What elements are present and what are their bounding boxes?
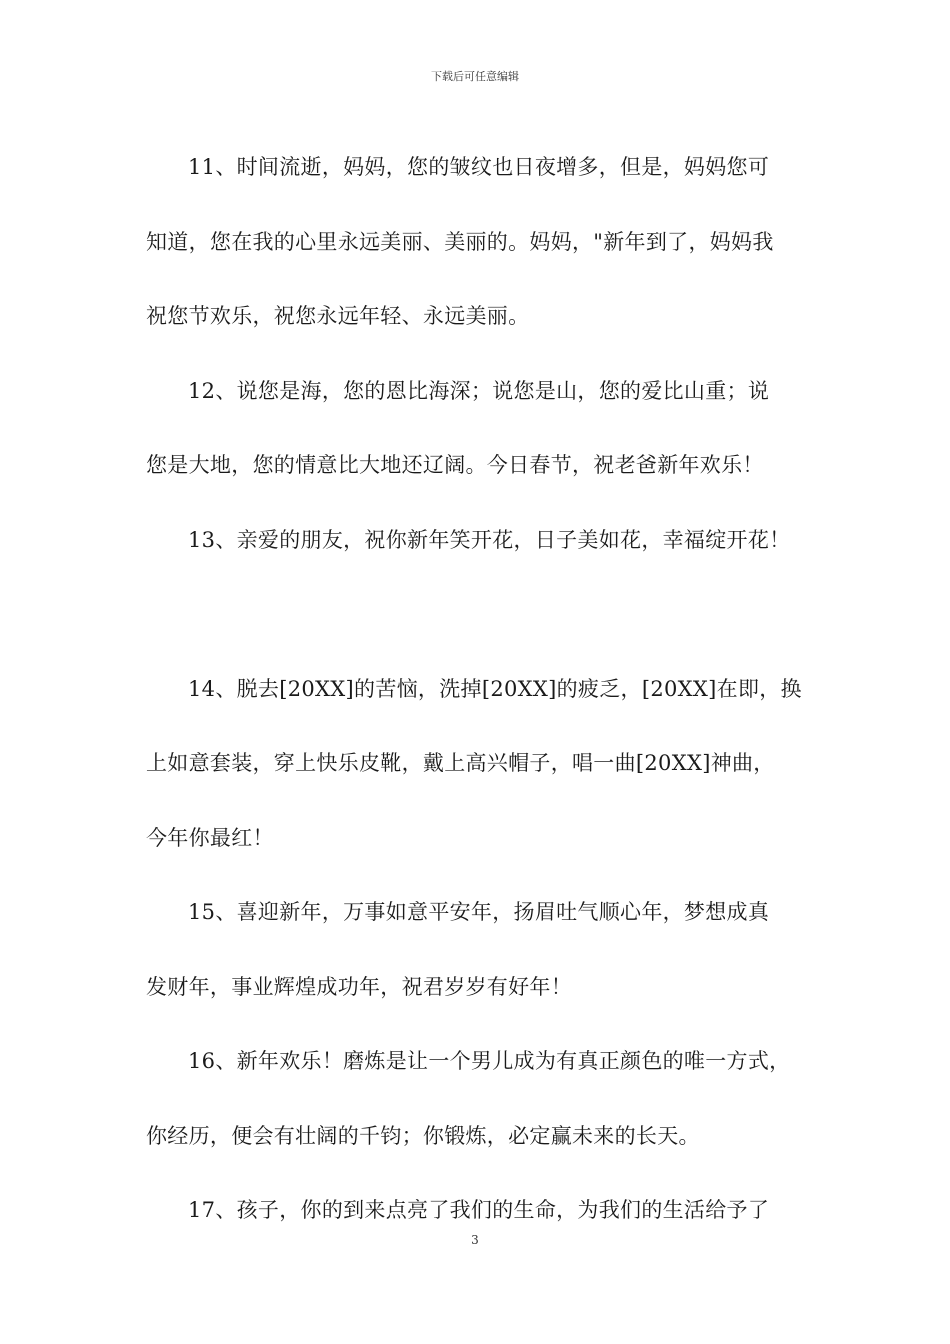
paragraph-line: 11、时间流逝，妈妈，您的皱纹也日夜增多，但是，妈妈您可: [188, 155, 770, 179]
paragraph-11: [146, 130, 816, 354]
paragraph-line: 13、亲爱的朋友，祝你新年笑开花，日子美如花，幸福绽开花！: [188, 527, 791, 552]
paragraph-line: 14、脱去[20XX]的苦恼，洗掉[20XX]的疲乏，[20XX]在即，换: [188, 676, 802, 701]
page-header: 下载后可任意编辑: [431, 70, 519, 83]
paragraph-line: 发财年，事业辉煌成功年，祝君岁岁有好年！: [146, 974, 572, 999]
paragraph-line: 今年你最红！: [146, 825, 274, 850]
paragraph-16: [146, 1024, 816, 1173]
paragraph-line: 你经历，便会有壮阔的千钧；你锻炼，必定赢未来的长天。: [146, 1123, 700, 1148]
paragraph-line: 17、孩子，你的到来点亮了我们的生命，为我们的生活给予了: [188, 1198, 770, 1222]
paragraph-15: [146, 875, 816, 1024]
paragraph-13: [146, 503, 816, 578]
blank-line: [146, 577, 816, 652]
paragraph-12: [146, 354, 816, 503]
paragraph-line: 12、说您是海，您的恩比海深；说您是山，您的爱比山重；说: [188, 378, 770, 403]
paragraph-14: [146, 652, 816, 876]
paragraph-line: 知道，您在我的心里永远美丽、美丽的。妈妈，"新年到了，妈妈我: [146, 229, 774, 254]
paragraph-line: 上如意套装，穿上快乐皮靴，戴上高兴帽子，唱一曲[20XX]神曲，: [146, 751, 775, 775]
paragraph-line: 祝您节欢乐，祝您永远年轻、永远美丽。: [146, 304, 530, 328]
paragraph-line: 您是大地，您的情意比大地还辽阔。今日春节，祝老爸新年欢乐！: [146, 453, 764, 477]
page-number: 3: [471, 1233, 479, 1247]
paragraph-line: 15、喜迎新年，万事如意平安年，扬眉吐气顺心年，梦想成真: [188, 900, 770, 924]
paragraph-line: 16、新年欢乐！磨炼是让一个男儿成为有真正颜色的唯一方式，: [188, 1049, 791, 1073]
document-body: [146, 130, 816, 1248]
